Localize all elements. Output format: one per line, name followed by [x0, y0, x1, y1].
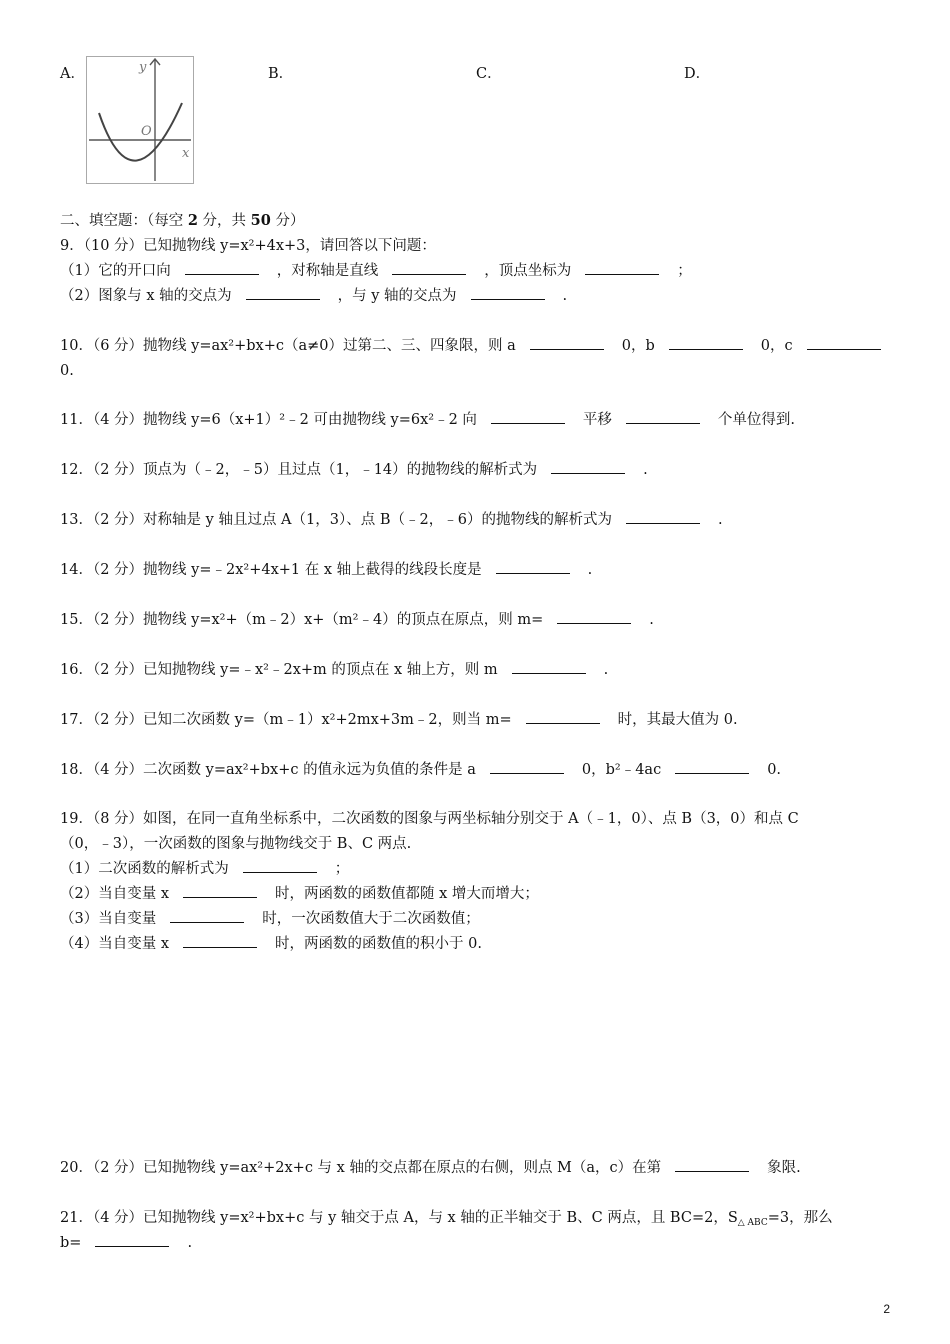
answer-blank[interactable] [530, 337, 604, 350]
answer-blank[interactable] [626, 511, 700, 524]
answer-blank[interactable] [491, 411, 565, 424]
section-points: 2 [187, 212, 198, 229]
question-17: 17．（2 分）已知二次函数 y=（m﹣1）x²+2mx+3m﹣2，则当 m= 时，其最大值为 0. [60, 712, 738, 728]
answer-blank[interactable] [669, 337, 743, 350]
question-19-part-1: （1）二次函数的解析式为 ； [60, 861, 350, 877]
question-18: 18．（4 分）二次函数 y=ax²+bx+c 的值永远为负值的条件是 a 0，b²﹣4ac 0. [60, 762, 782, 778]
option-b-label: B． [268, 66, 294, 82]
question-9-part-1: （1）它的开口向 ，对称轴是直线 ，顶点坐标为 ； [60, 263, 692, 279]
option-a-label: A． [60, 66, 85, 82]
answer-blank[interactable] [95, 1234, 169, 1247]
answer-blank[interactable] [557, 611, 631, 624]
question-9-part-2: （2）图象与 x 轴的交点为 ，与 y 轴的交点为 . [60, 288, 568, 304]
question-12: 12．（2 分）顶点为（﹣2，﹣5）且过点（1，﹣14）的抛物线的解析式为 . [60, 462, 648, 478]
answer-blank[interactable] [183, 885, 257, 898]
section-header: 二、填空题：（每空 2 分，共 50 分） [60, 212, 305, 229]
question-19-part-3: （3）当自变量 时，一次函数值大于二次函数值； [60, 911, 480, 927]
question-19-stem-1: 19．（8 分）如图，在同一直角坐标系中，二次函数的图象与两坐标轴分别交于 A（﹣1，0）、点 B（3，0）和点 C [60, 811, 799, 827]
origin-label: O [141, 124, 152, 139]
answer-blank[interactable] [185, 262, 259, 275]
question-19-stem-2: （0，﹣3），一次函数的图象与抛物线交于 B、C 两点. [60, 836, 412, 852]
answer-blank[interactable] [626, 411, 700, 424]
option-d-label: D． [684, 66, 711, 82]
question-11: 11．（4 分）抛物线 y=6（x+1）²﹣2 可由抛物线 y=6x²﹣2 向 平移 个单位得到. [60, 412, 796, 428]
answer-blank[interactable] [512, 661, 586, 674]
answer-blank[interactable] [243, 860, 317, 873]
answer-blank[interactable] [471, 287, 545, 300]
triangle-subscript: △ ABC [737, 1218, 768, 1228]
question-15: 15．（2 分）抛物线 y=x²+（m﹣2）x+（m²﹣4）的顶点在原点，则 m= . [60, 612, 654, 628]
answer-blank[interactable] [246, 287, 320, 300]
question-19-part-4: （4）当自变量 x 时，两函数的函数值的积小于 0. [60, 936, 482, 952]
option-c-label: C． [476, 66, 502, 82]
answer-blank[interactable] [490, 761, 564, 774]
question-16: 16．（2 分）已知抛物线 y=﹣x²﹣2x+m 的顶点在 x 轴上方，则 m . [60, 662, 609, 678]
question-21: 21．（4 分）已知抛物线 y=x²+bx+c 与 y 轴交于点 A，与 x 轴的正半轴交于 B、C 两点，且 BC=2，$S_{\triangle ABC}=3$，那么 [60, 1210, 833, 1228]
answer-blank[interactable] [551, 461, 625, 474]
answer-blank[interactable] [392, 262, 466, 275]
answer-blank[interactable] [183, 935, 257, 948]
answer-blank[interactable] [585, 262, 659, 275]
question-21-end: b= . [60, 1235, 193, 1251]
question-20: 20．（2 分）已知抛物线 y=ax²+2x+c 与 x 轴的交点都在原点的右侧，则点 M（a，c）在第 象限. [60, 1160, 801, 1176]
parabola-graph [87, 57, 193, 183]
page-number: 2 [883, 1302, 890, 1316]
question-10: 10．（6 分）抛物线 y=ax²+bx+c（a≠0）过第二、三、四象限，则 a 0，b 0，c [60, 337, 881, 355]
answer-blank[interactable] [496, 561, 570, 574]
question-13: 13．（2 分）对称轴是 y 轴且过点 A（1，3）、点 B（﹣2，﹣6）的抛物线的解析式为 . [60, 512, 723, 528]
question-14: 14．（2 分）抛物线 y=﹣2x²+4x+1 在 x 轴上截得的线段长度是 . [60, 562, 593, 578]
question-19-part-2: （2）当自变量 x 时，两函数的函数值都随 x 增大而增大； [60, 886, 539, 902]
y-axis-label: y [139, 60, 147, 75]
option-a-graph [86, 56, 194, 184]
answer-blank[interactable] [807, 337, 881, 350]
x-axis-label: x [182, 146, 190, 161]
answer-blank[interactable] [170, 910, 244, 923]
answer-blank[interactable] [526, 711, 600, 724]
answer-blank[interactable] [675, 761, 749, 774]
question-10-end: 0. [60, 363, 74, 379]
question-9-stem: 9．（10 分）已知抛物线 y=x²+4x+3，请回答以下问题： [60, 238, 436, 254]
answer-blank[interactable] [675, 1159, 749, 1172]
section-total: 50 [250, 212, 271, 229]
